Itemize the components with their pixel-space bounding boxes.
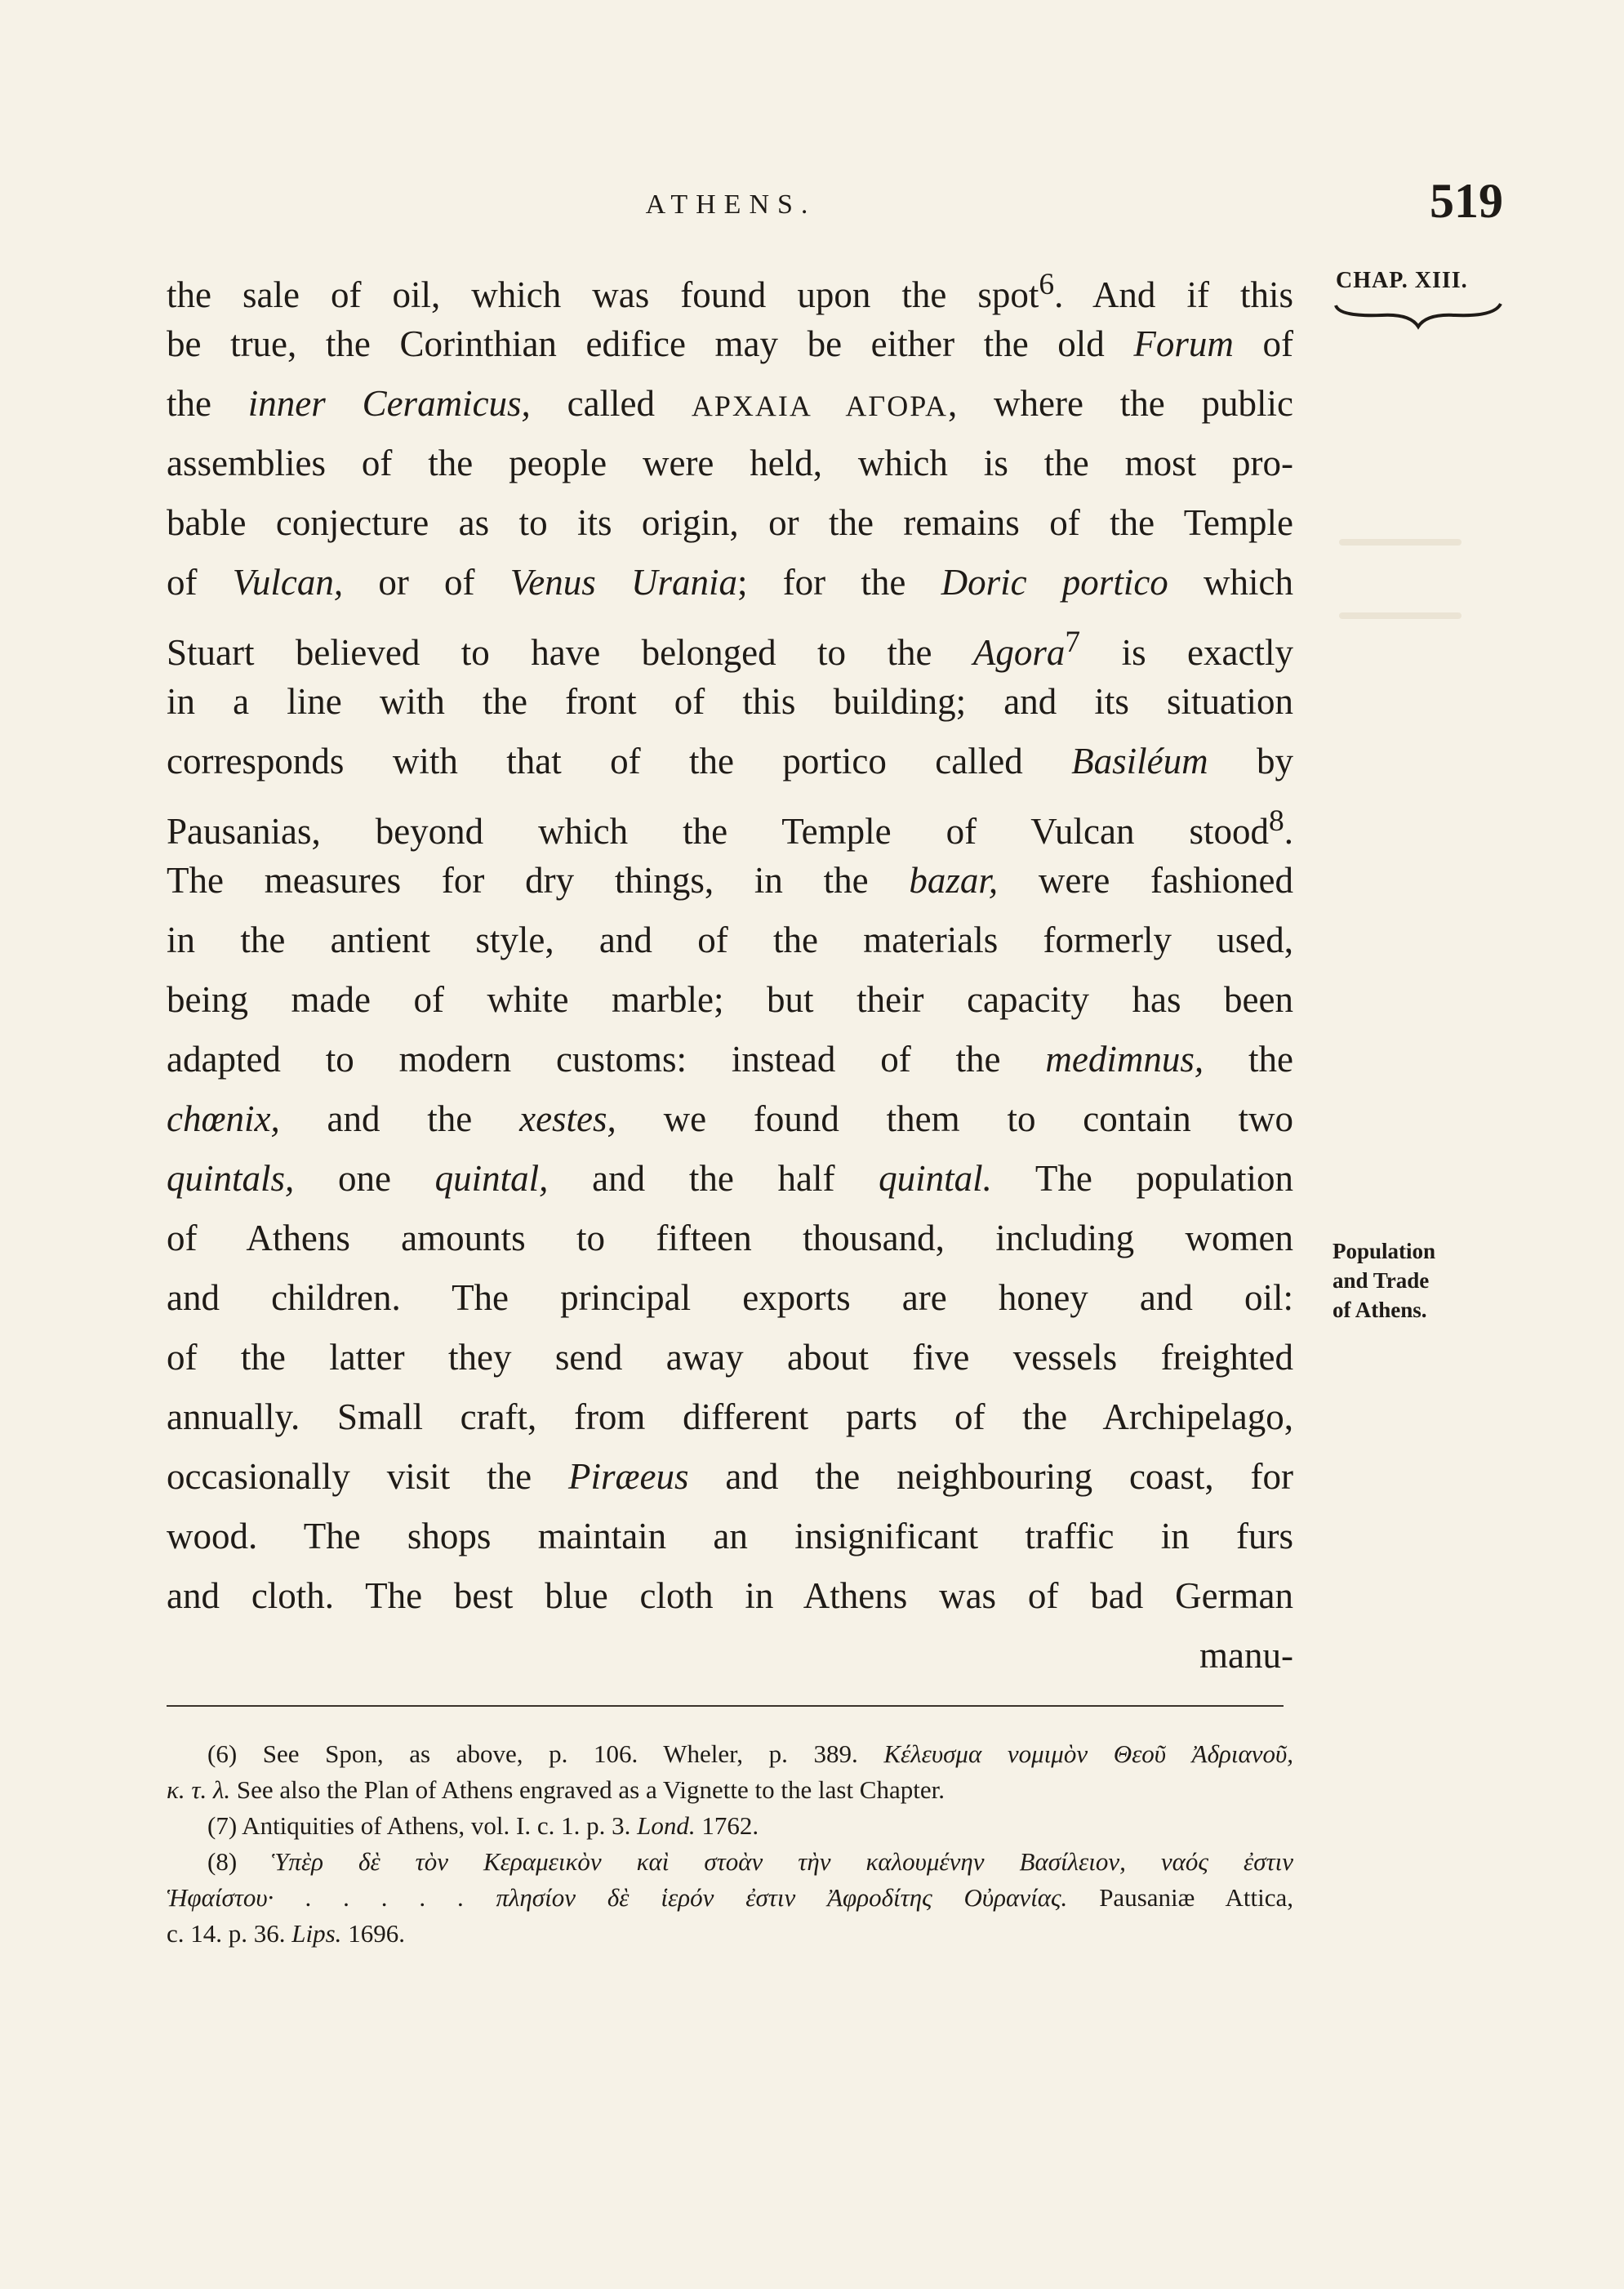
text-line: of Athens amounts to fifteen thousand, including women [167,1218,1293,1258]
footnote-line: c. 14. p. 36. Lips. 1696. [167,1919,405,1948]
text-line: Pausanias, beyond which the Temple of Vulcan stood$^8$. [167,804,1293,852]
text-line: chœnix, and the xestes, we found them to contain two [167,1098,1294,1139]
text-line: Stuart believed to have belonged to the Agora$^7$ is exactly [167,626,1293,673]
text-line: wood. The shops maintain an insignificant traffic in furs [167,1516,1293,1556]
margin-note [1333,1236,1435,1325]
text-line: in a line with the front of this building; and its situation [167,681,1293,722]
footnote-line: (7) Antiquities of Athens, vol. I. c. 1. p. 3. Lond. 1762. [207,1811,759,1840]
text-line: annually. Small craft, from different parts of the Archipelago, [167,1396,1293,1437]
text-line: and children. The principal exports are honey and oil: [167,1277,1293,1318]
text-line: assemblies of the people were held, which is the most pro- [167,443,1293,483]
text-line: manu- [1199,1635,1293,1676]
text-line: corresponds with that of the portico called Basiléum by [167,741,1293,782]
margin-note-line: and Trade [1333,1268,1430,1293]
footnote-line: (8) Ὑπὲρ δὲ τὸν Κεραμεικὸν καὶ στοὰν τὴν καλουμένην Βασίλειον, ναός ἐστιν [207,1847,1293,1876]
text-line: and cloth. The best blue cloth in Athens was of bad German [167,1575,1293,1616]
page-number: 519 [1430,174,1503,228]
margin-note-line: Population [1333,1239,1436,1263]
bleed-through-mark [1339,539,1462,546]
text-line: bable conjecture as to its origin, or the remains of the Temple [167,502,1293,543]
text-line: in the antient style, and of the materials formerly used, [167,920,1293,960]
text-line: adapted to modern customs: instead of the medimnus, the [167,1039,1293,1080]
running-title: ATHENS. [645,189,816,220]
footnote-line: Ἡφαίστου· . . . . . πλησίον δὲ ἱερόν ἐστιν Ἀφροδίτης Οὐρανίας. Pausaniæ Attica, [167,1883,1293,1912]
text-line: the sale of oil, which was found upon the spot$^6$. And if this [167,268,1294,315]
footnotes [167,1736,1293,1952]
text-line: being made of white marble; but their capacity has been [167,979,1293,1020]
main-text [167,255,1293,1686]
footnote-rule [167,1705,1284,1707]
footnote-line: κ. τ. λ. See also the Plan of Athens engraved as a Vignette to the last Chapter. [167,1775,945,1804]
bleed-through-mark [1339,612,1462,619]
text-line: quintals, one quintal, and the half quintal. The population [167,1158,1293,1199]
text-line: the inner Ceramicus, called ΑΡΧΑΙΑ ΑΓΟΡΑ, where the public [167,383,1293,424]
footnote-line: (6) See Spon, as above, p. 106. Wheler, p. 389. Κέλευσμα νομιμὸν Θεοῦ Ἀδριανοῦ, [207,1739,1293,1768]
text-line: occasionally visit the Piræeus and the neighbouring coast, for [167,1456,1293,1497]
brace-ornament [1333,299,1504,332]
text-line: of Vulcan, or of Venus Urania; for the Doric portico which [167,562,1293,603]
text-line: be true, the Corinthian edifice may be either the old Forum of [167,323,1293,364]
text-line: The measures for dry things, in the bazar, were fashioned [167,860,1293,901]
margin-note-line: of Athens. [1333,1298,1427,1322]
chapter-marker: CHAP. XIII. [1336,268,1468,293]
text-line: of the latter they send away about five vessels freighted [167,1337,1293,1378]
